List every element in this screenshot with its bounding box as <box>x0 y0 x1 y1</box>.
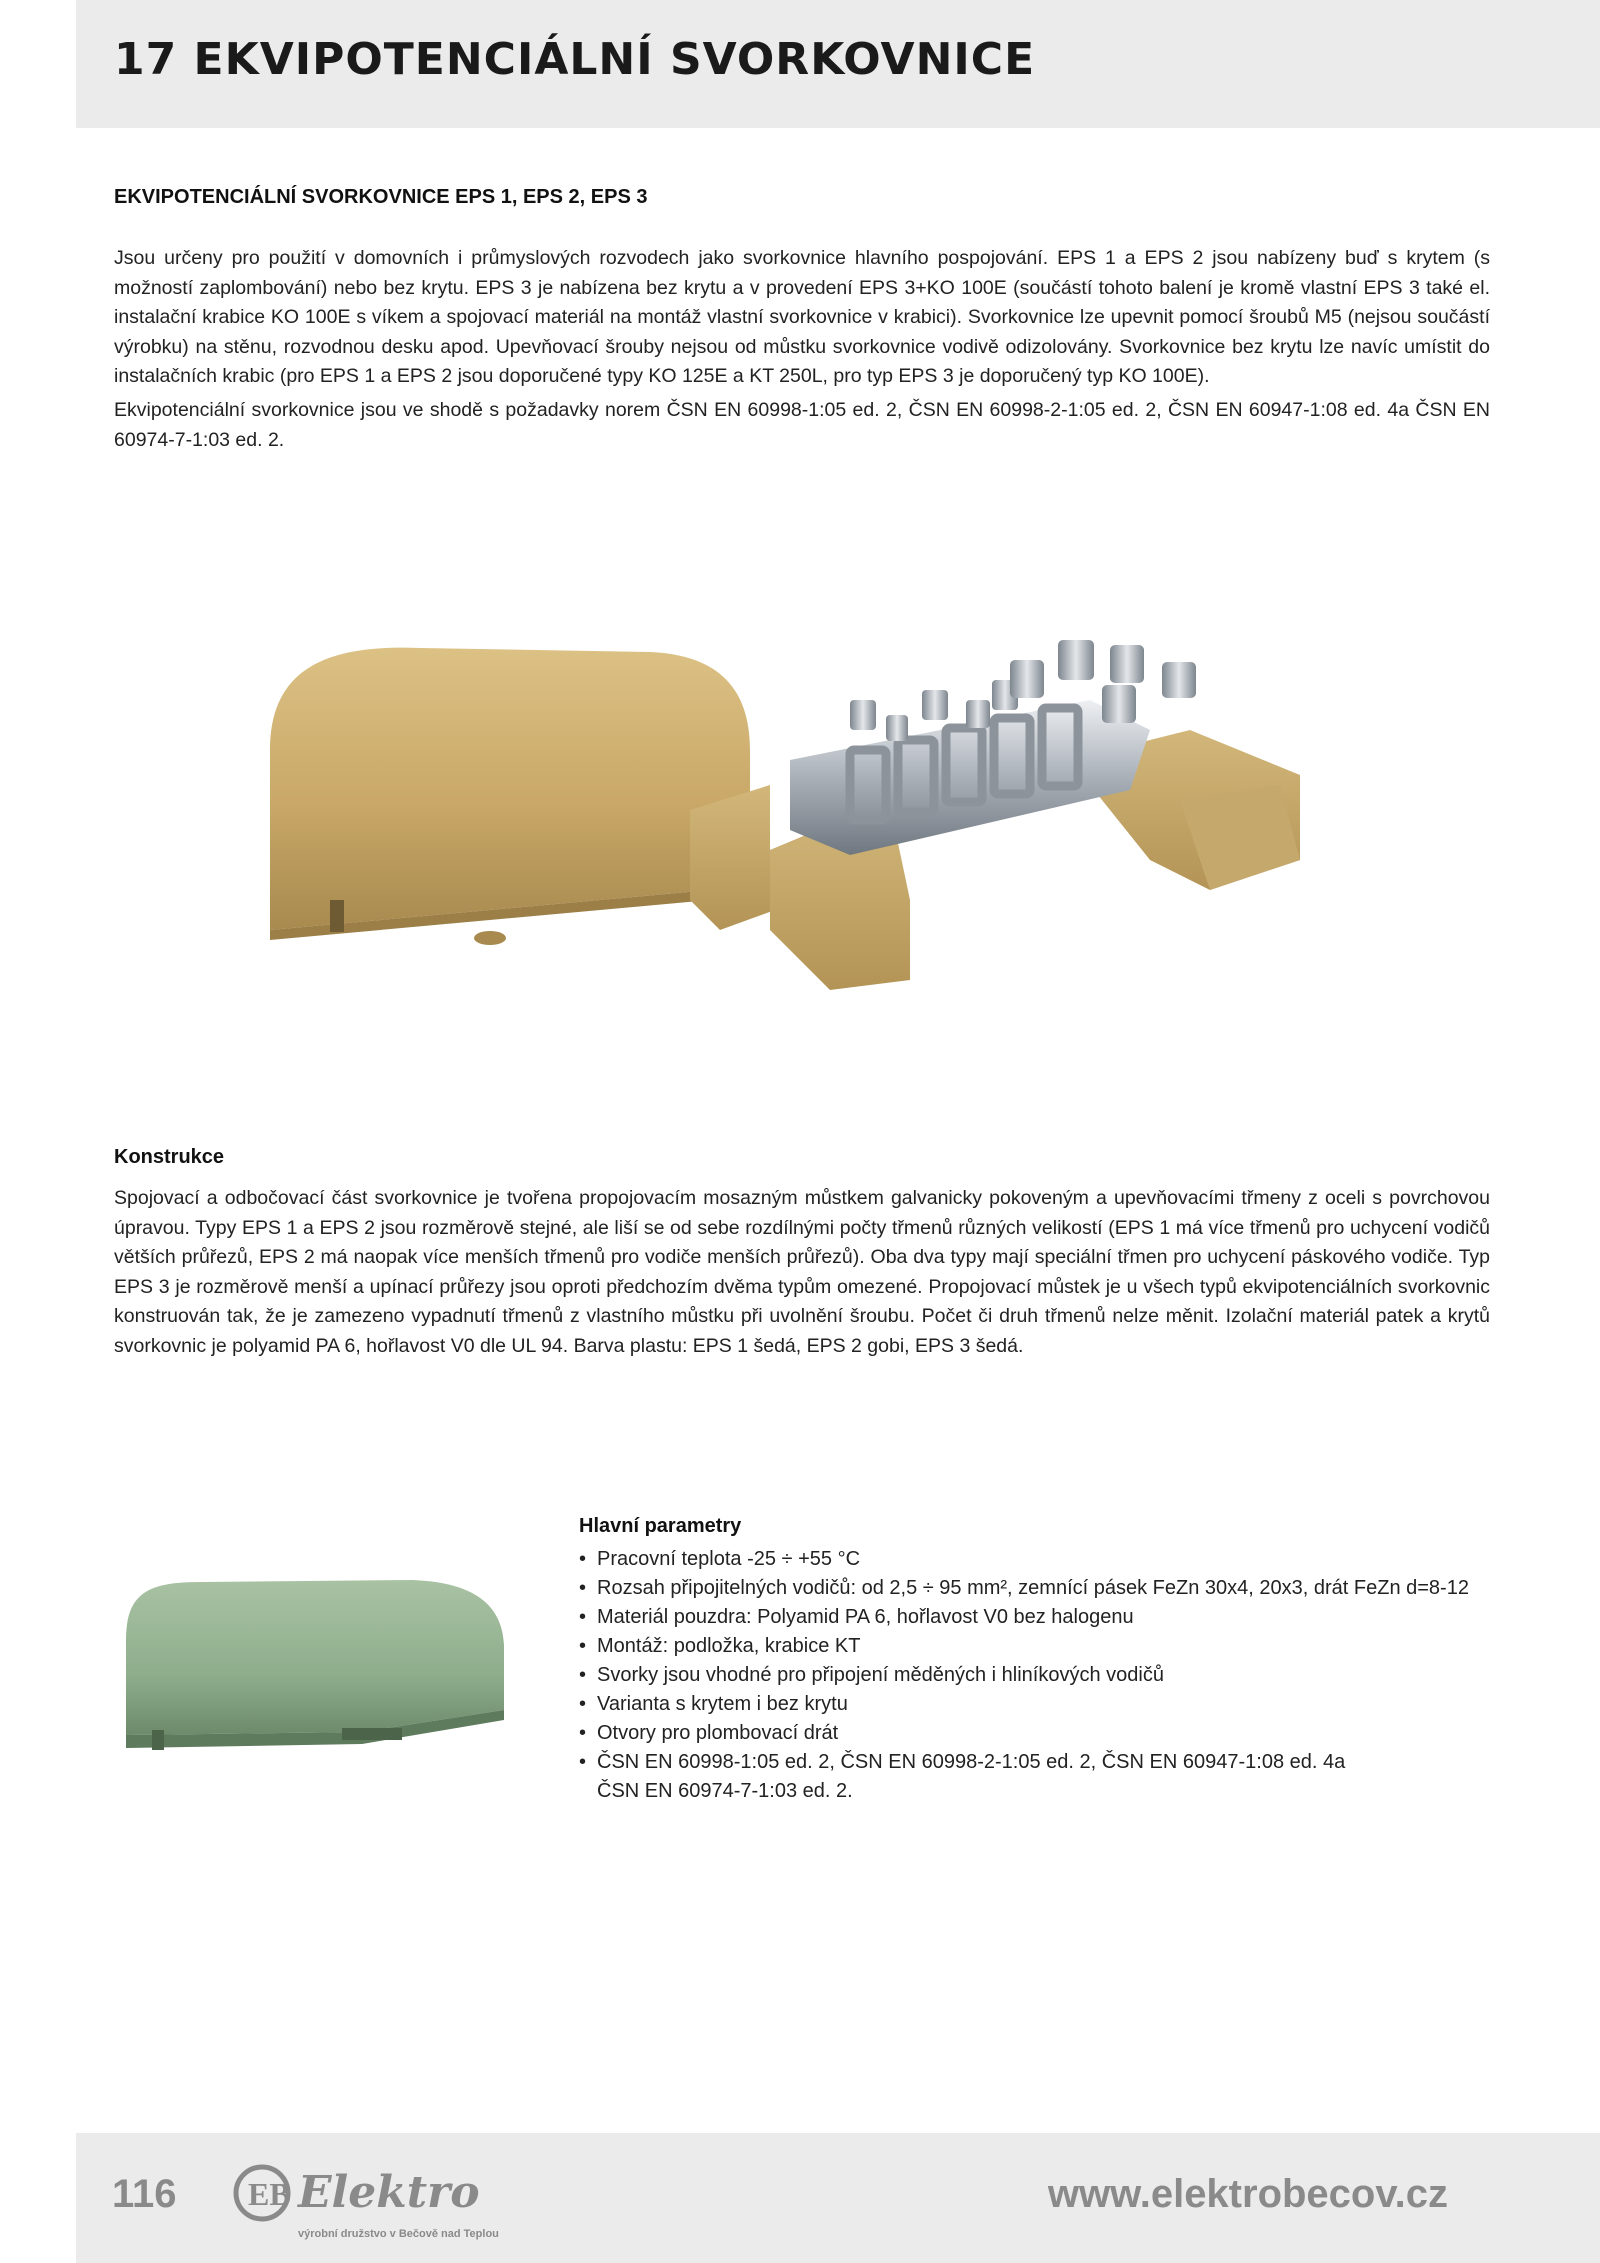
green-cover-photo <box>112 1560 512 1770</box>
elektro-logo <box>226 2155 546 2245</box>
parameters-list <box>579 1545 1469 1806</box>
parameter-item: • Otvory pro plombovací drát <box>579 1719 1469 1748</box>
section-title: EKVIPOTENCIÁLNÍ SVORKOVNICE EPS 1, EPS 2, EPS 3 <box>114 186 648 208</box>
parameter-item: • Svorky jsou vhodné pro připojení měděných i hliníkových vodičů <box>579 1661 1469 1690</box>
standards-paragraph: Ekvipotenciální svorkovnice jsou ve shodě s požadavky norem ČSN EN 60998-1:05 ed. 2, ČSN EN 60998-2-1:05 ed. 2, ČSN EN 60947-1:08 ed. 4a ČSN EN 60974-7-1:03 ed. 2. <box>114 399 1490 451</box>
parameters-title: Hlavní parametry <box>579 1515 742 1537</box>
svg-text:Elektro: Elektro <box>298 2167 480 2218</box>
parameter-item-continuation: ČSN EN 60974-7-1:03 ed. 2. <box>597 1780 853 1802</box>
svg-text:výrobní družstvo v Bečově nad: výrobní družstvo v Bečově nad Teplou <box>298 2228 499 2240</box>
parameter-item: • Rozsah připojitelných vodičů: od 2,5 ÷ 95 mm², zemnící pásek FeZn 30x4, 20x3, drát FeZn d=8-12 <box>579 1574 1469 1603</box>
page-number: 116 <box>112 2172 177 2216</box>
parameter-item: • ČSN EN 60998-1:05 ed. 2, ČSN EN 60998-2-1:05 ed. 2, ČSN EN 60947-1:08 ed. 4a <box>579 1748 1469 1777</box>
parameter-item: • Varianta s krytem i bez krytu <box>579 1690 1469 1719</box>
construction-title: Konstrukce <box>114 1146 225 1168</box>
intro-paragraph: Jsou určeny pro použití v domovních i průmyslových rozvodech jako svorkovnice hlavního pospojování. EPS 1 a EPS 2 jsou nabízeny buď s krytem (s možností zaplombování) nebo bez krytu. EPS 3 je nabízena bez krytu a v provedení EPS 3+KO 100E (součástí tohoto balení je kromě vlastní EPS 3 také el. instalační krabice KO 100E s víkem a spojovací materiál na montáž vlastní svorkovnice v krabici). Svorkovnice lze upevnit pomocí šroubů M5 (nejsou součástí výrobku) na stěnu, rozvodnou desku apod. Upevňovací šrouby nejsou od můstku svorkovnice vodivě odizolovány. Svorkovnice bez krytu lze navíc umístit do instalačních krabic (pro EPS 1 a EPS 2 jsou doporučené typy KO 125E a KT 250L, pro typ EPS 3 je doporučený typ KO 100E). <box>114 247 1490 387</box>
page-title: 17 EKVIPOTENCIÁLNÍ SVORKOVNICE <box>114 34 1036 85</box>
website-url: www.elektrobecov.cz <box>1047 2172 1448 2216</box>
parameter-item: • Pracovní teplota -25 ÷ +55 °C <box>579 1545 1469 1574</box>
construction-paragraph: Spojovací a odbočovací část svorkovnice je tvořena propojovacím mosazným můstkem galvanicky pokoveným a upevňovacími třmeny z oceli s povrchovou úpravou. Typy EPS 1 a EPS 2 jsou rozměrově stejné, ale liší se od sebe rozdílnými počty třmenů různých velikostí (EPS 1 má více třmenů pro uchycení vodičů větších průřezů, EPS 2 má naopak více menších třmenů pro vodiče menších průřezů). Oba dva typy mají speciální třmen pro uchycení páskového vodiče. Typ EPS 3 je rozměrově menší a upínací průřezy jsou oproti předchozím dvěma typům omezené. Propojovací můstek je u všech typů ekvipotenciálních svorkovnic konstruován tak, že je zamezeno vypadnutí třmenů z vlastního můstku při uvolnění šroubu. Počet či druh třmenů nelze měnit. Izolační materiál patek a krytů svorkovnic je polyamid PA 6, hořlavost V0 dle UL 94. Barva plastu: EPS 1 šedá, EPS 2 gobi, EPS 3 šedá. <box>114 1187 1490 1357</box>
terminal-block-photo <box>250 600 1360 1000</box>
svg-text:EB: EB <box>248 2176 291 2212</box>
parameter-item: • Montáž: podložka, krabice KT <box>579 1632 1469 1661</box>
parameter-item: • Materiál pouzdra: Polyamid PA 6, hořlavost V0 bez halogenu <box>579 1603 1469 1632</box>
